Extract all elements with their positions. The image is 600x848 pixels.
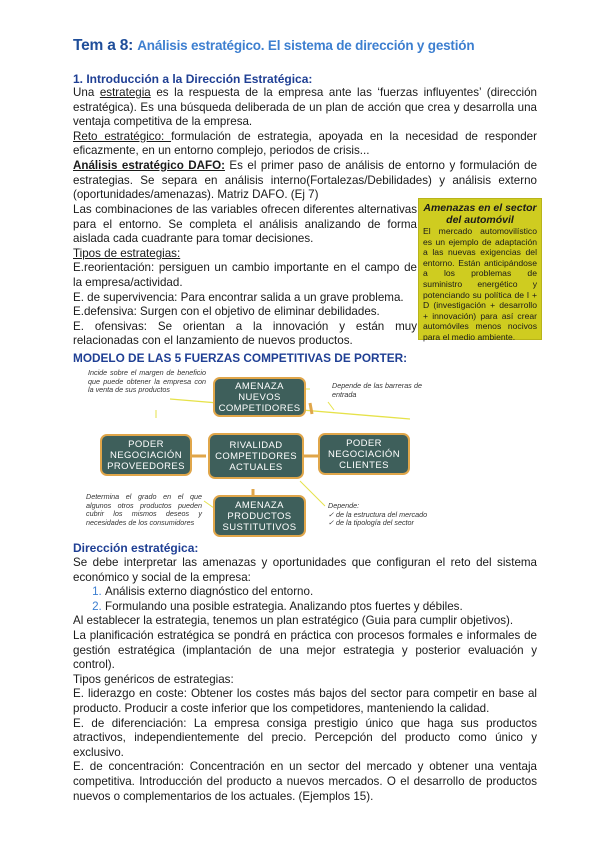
reto-term: Reto estratégico: <box>73 129 172 143</box>
box-rivalidad-competidores: RIVALIDAD COMPETIDORES ACTUALES <box>208 433 304 479</box>
estrategia-definition: es la respuesta de la empresa ante las ‘fuerzas influyentes’ (dirección estratégica). Es una búsqueda deliberada de un plan de acción que crea y desarrolla una ventaja competitiva de la empresa. <box>73 86 537 129</box>
generico-item: E. liderazgo en coste: Obtener los costes más bajos del sector para competir en base al producto. Producir a coste inferior que los competidores, manteniendo la calidad. <box>73 687 537 715</box>
direccion-steps <box>73 585 537 614</box>
plan-paragraph: Al establecer la estrategia, tenemos un plan estratégico (Guia para cumplir objetivos). <box>73 614 514 628</box>
genericos-heading: Tipos genéricos de estrategias: <box>73 672 234 686</box>
step-item: 2. Formulando una posible estrategia. Analizando ptos fuertes y débiles. <box>105 600 537 615</box>
topic-number: Tem a 8: <box>73 37 134 54</box>
porter-diagram <box>80 366 530 538</box>
section-1-heading: 1. Introducción a la Dirección Estratégica: <box>73 72 313 86</box>
dafo-term: Análisis estratégico DAFO: <box>73 158 225 172</box>
note-depende-item: ✓ de la tipología del sector <box>328 518 414 528</box>
direccion-intro: Se debe interpretar las amenazas y oportunidades que configuran el reto del sistema económico y social de la empresa: <box>73 556 537 584</box>
porter-heading: MODELO DE LAS 5 FUERZAS COMPETITIVAS DE PORTER: <box>73 351 408 365</box>
box-poder-proveedores: PODER NEGOCIACIÓN PROVEEDORES <box>100 434 192 476</box>
section-1 <box>73 72 537 203</box>
page-title <box>73 37 474 55</box>
note-depende-item: ✓ de la estructura del mercado <box>328 509 428 519</box>
note-depende <box>328 502 448 528</box>
tipos-heading: Tipos de estrategias: <box>73 246 181 260</box>
combinaciones-paragraph: Las combinaciones de las variables ofrecen diferentes alternativas para el entorno. Se completa el análisis analizando de forma aislada cada cuadrante para tomar decisiones. <box>73 203 417 246</box>
box-amenaza-nuevos-competidores: AMENAZA NUEVOS COMPETIDORES <box>213 377 306 417</box>
callout-automovil <box>418 198 542 340</box>
reto-paragraph <box>73 130 537 159</box>
dafo-definition: Es el primer paso de análisis de entorno y formulación de estrategias. Se separa en análisis interno(Fortalezas/Debilidades) y análisis externo (oportunidades/amenazas). Matriz DAFO. (Ej 7) <box>73 158 538 202</box>
reto-definition: formulación de estrategia, apoyada en la necesidad de responder eficazmente, en un entorno complejo, periodos de crisis... <box>73 129 537 158</box>
note-margen: Incide sobre el margen de beneficio que puede obtener la empresa con la venta de sus productos <box>88 368 206 395</box>
estrategia-paragraph <box>73 86 537 130</box>
note-depende-title: Depende: <box>328 501 360 510</box>
tipo-item: E. ofensivas: Se orientan a la innovación y están muy relacionadas con el lanzamiento de nuevos productos. <box>73 319 417 348</box>
text: Una <box>73 86 100 99</box>
tipo-item: E. de supervivencia: Para encontrar salida a un grave problema. <box>73 290 404 304</box>
callout-title: Amenazas en el sector del automóvil <box>423 202 537 226</box>
note-barreras: Depende de las barreras de entrada <box>332 381 422 399</box>
topic-title: Análisis estratégico. El sistema de dirección y gestión <box>137 38 475 53</box>
direccion-block <box>73 556 537 804</box>
planificacion-paragraph: La planificación estratégica se pondrá en práctica con procesos formales e informales de gestión estratégica (implantación de una mejor estrategia y posterior evaluación y control). <box>73 628 537 672</box>
note-grado: Determina el grado en el que algunos otros productos pueden cubrir los mismos deseos y necesidades de los consumidores <box>86 492 202 527</box>
dafo-paragraph <box>73 159 537 203</box>
tipo-item: E.reorientación: persiguen un cambio importante en el campo de la empresa/actividad. <box>73 261 417 289</box>
callout-body: El mercado automovilístico es un ejemplo de adaptación a las nuevas exigencias del entorno. Están anticipándose a los problemas de suministro energético y potenciando su política de I + D (investigación + desarrollo + innovación) para así crear automóviles menos nocivos para el medio ambiente. <box>423 226 537 342</box>
generico-item: E. de concentración: Concentración en un sector del mercado y obtener una ventaja competitiva. Introducción del producto a nuevos mercados. O el desarrollo de productos nuevos o complementarios de los actuales. (Ejemplos 15). <box>73 760 537 803</box>
tipo-item: E.defensiva: Surgen con el objetivo de eliminar debilidades. <box>73 305 380 319</box>
step-item: 1. Análisis externo diagnóstico del entorno. <box>105 585 537 600</box>
box-amenaza-sustitutivos: AMENAZA PRODUCTOS SUSTITUTIVOS <box>213 495 306 537</box>
generico-item: E. de diferenciación: La empresa consiga prestigio único que haga sus productos atractivos, independientemente del precio. Percepción del producto como único y exclusivo. <box>73 716 537 759</box>
combinaciones-block <box>73 203 417 349</box>
direccion-heading: Dirección estratégica: <box>73 541 199 555</box>
box-poder-clientes: PODER NEGOCIACIÓN CLIENTES <box>318 433 410 475</box>
estrategia-term: estrategia <box>99 86 151 99</box>
